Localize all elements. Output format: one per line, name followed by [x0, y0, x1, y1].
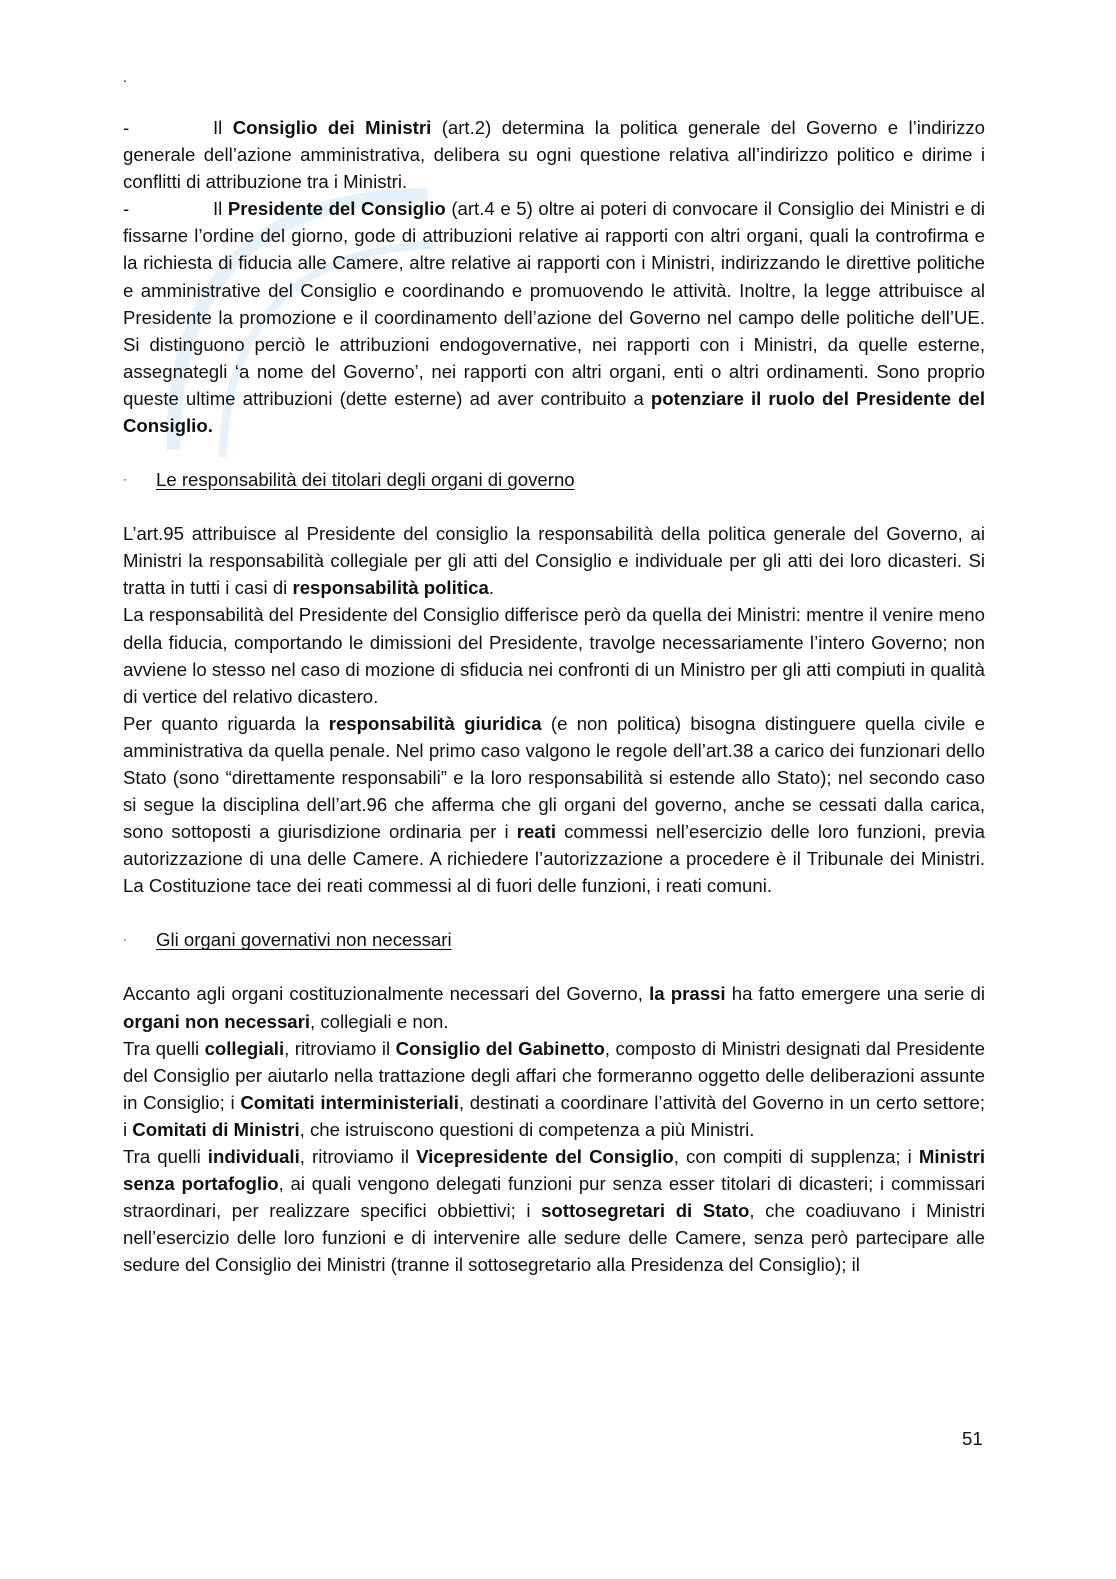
list-dash: -: [123, 117, 130, 138]
section-heading-organi-non-necessari: · Gli organi governativi non necessari: [123, 926, 985, 953]
top-mark: .: [123, 69, 127, 85]
page-body: [123, 60, 985, 1278]
list-item-presidente-consiglio: - Il Presidente del Consiglio (art.4 e 5) oltre ai poteri di convocare il Consiglio dei Ministri e di fissarne l’ordine del giorno, gode di attribuzioni relative ai rapporti con altri organi, quali la controfirma e la richiesta di fiducia alle Camere, altre relative ai rapporti con i Ministri, indirizzando le direttive politiche e amministrative del Consiglio e coordinando e promuovendo le attività. Inoltre, la legge attribuisce al Presidente la promozione e il coordinamento dell’azione del Governo nel campo delle politiche dell’UE. Si distinguono perciò le attribuzioni endogovernative, nei rapporti con i Ministri, da quelle esterne, assegnategli ‘a nome del Governo’, nei rapporti con altri organi, enti o altri ordinamenti. Sono proprio queste ultime attribuzioni (dette esterne) ad aver contribuito a potenziare il ruolo del Presidente del Consiglio.: [123, 195, 985, 439]
paragraph: L’art.95 attribuisce al Presidente del consiglio la responsabilità della politica generale del Governo, ai Ministri la responsabilità collegiale per gli atti del Consiglio e individuale per gli atti dei loro dicasteri. Si tratta in tutti i casi di responsabilità politica.: [123, 523, 985, 599]
page-number: 51: [962, 1428, 983, 1449]
bullet-icon: ·: [123, 932, 127, 947]
paragraph: Per quanto riguarda la responsabilità giuridica (e non politica) bisogna distinguere quella civile e amministrativa da quella penale. Nel primo caso valgono le regole dell’art.38 a carico dei funzionari dello Stato (sono “direttamente responsabili” e la loro responsabilità si estende allo Stato); nel secondo caso si segue la disciplina dell’art.96 che afferma che gli organi del governo, anche se cessati dalla carica, sono sottoposti a giurisdizione ordinaria per i reati commessi nell’esercizio delle loro funzioni, previa autorizzazione di una delle Camere. A richiedere l’autorizzazione a procedere è il Tribunale dei Ministri. La Costituzione tace dei reati commessi al di fuori delle funzioni, i reati comuni.: [123, 712, 986, 897]
paragraph: La responsabilità del Presidente del Consiglio differisce però da quella dei Ministri: mentre il venire meno della fiducia, comportando le dimissioni del Presidente, travolge necessariamente l’intero Governo; non avviene lo stesso nel caso di mozione di sfiducia nei confronti di un Ministro per gli atti compiuti in qualità di vertice del relativo dicastero.: [123, 604, 985, 707]
list-dash: -: [123, 198, 130, 220]
bullet-icon: ·: [123, 472, 127, 487]
paragraph: Accanto agli organi costituzionalmente necessari del Governo, la prassi ha fatto emergere una serie di organi non necessari, collegiali e non.: [123, 983, 985, 1032]
list-item-consiglio-ministri: - Il Consiglio dei Ministri (art.2) determina la politica generale del Governo e l’indirizzo generale dell’azione amministrativa, delibera su ogni questione relativa all’indirizzo politico e dirime i conflitti di attribuzione tra i Ministri.: [123, 114, 985, 195]
section-heading-responsabilita: · Le responsabilità dei titolari degli organi di governo: [123, 466, 985, 493]
paragraph: Tra quelli individuali, ritroviamo il Vicepresidente del Consiglio, con compiti di supplenza; i Ministri senza portafoglio, ai quali vengono delegati funzioni pur senza esser titolari di dicasteri; i commissari straordinari, per realizzare specifici obbiettivi; i sottosegretari di Stato, che coadiuvano i Ministri nell’esercizio delle loro funzioni e di intervenire alle sedure delle Camere, senza però partecipare alle sedure del Consiglio dei Ministri (tranne il sottosegretario alla Presidenza del Consiglio); il: [123, 1146, 986, 1276]
paragraph: Tra quelli collegiali, ritroviamo il Consiglio del Gabinetto, composto di Ministri designati dal Presidente del Consiglio per aiutarlo nella trattazione degli affari che formeranno oggetto delle deliberazioni assunte in Consiglio; i Comitati interministeriali, destinati a coordinare l’attività del Governo in un certo settore; i Comitati di Ministri, che istruiscono questioni di competenza a più Ministri.: [123, 1037, 985, 1140]
